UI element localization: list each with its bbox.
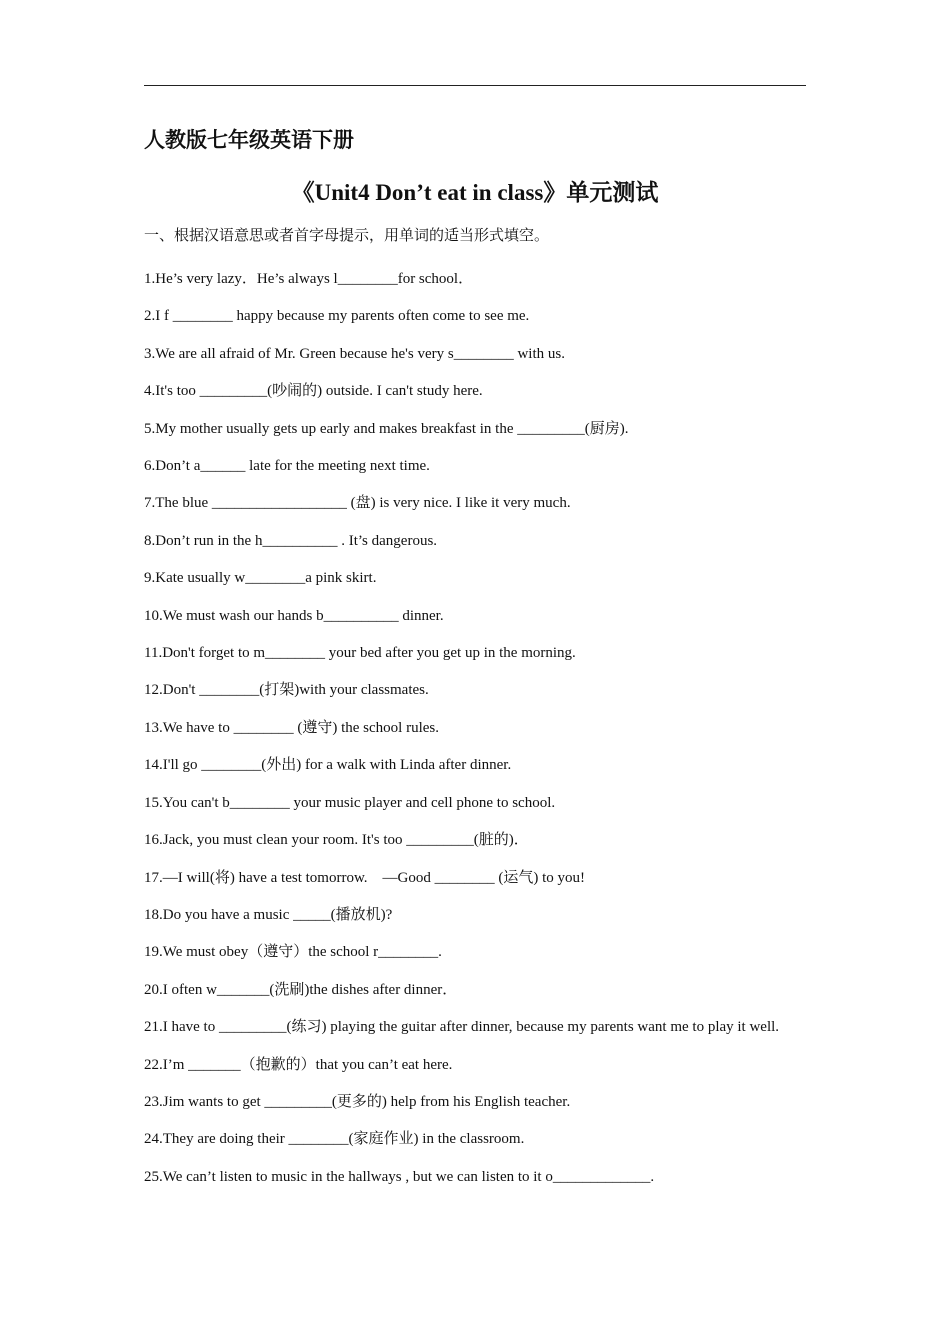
question-item: 4.It's too _________(吵闹的) outside. I can't study here. [144, 383, 483, 400]
question-item: 15.You can't b________ your music player and cell phone to school. [144, 794, 556, 811]
question-item: 22.I’m _______（抱歉的）that you can’t eat here. [144, 1056, 453, 1073]
question-item: 7.The blue __________________ (盘) is very nice. I like it very much. [144, 495, 571, 512]
section-heading: 一、根据汉语意思或者首字母提示，用单词的适当形式填空。 [144, 228, 550, 244]
question-item: 11.Don't forget to m________ your bed after you get up in the morning. [144, 645, 576, 662]
question-item: 2.I f ________ happy because my parents often come to see me. [144, 308, 530, 325]
question-item: 10.We must wash our hands b__________ dinner. [144, 607, 444, 624]
header-rule [144, 85, 806, 86]
document-subtitle: 《Unit4 Don’t eat in class》单元测试 [291, 180, 659, 205]
question-item: 9.Kate usually w________a pink skirt. [144, 570, 377, 587]
question-item: 6.Don’t a______ late for the meeting next time. [144, 458, 430, 475]
question-item: 18.Do you have a music _____(播放机)? [144, 906, 393, 923]
question-item: 17.—I will(将) have a test tomorrow. —Good ________ (运气) to you! [144, 869, 586, 886]
question-item: 12.Don't ________(打架)with your classmates. [144, 682, 429, 699]
question-item: 20.I often w_______(洗刷)the dishes after dinner． [144, 981, 458, 998]
question-item: 8.Don’t run in the h__________ . It’s dangerous. [144, 532, 438, 549]
question-item: 16.Jack, you must clean your room. It's too _________(脏的)． [144, 832, 529, 849]
question-item: 19.We must obey（遵守）the school r________. [144, 944, 442, 961]
question-item: 5.My mother usually gets up early and makes breakfast in the _________(厨房). [144, 420, 629, 437]
question-item: 21.I have to _________(练习) playing the guitar after dinner, because my parents want me to play it well. [144, 1019, 780, 1036]
question-item: 14.I'll go ________(外出) for a walk with Linda after dinner. [144, 757, 512, 774]
document-title: 人教版七年级英语下册 [144, 128, 354, 152]
question-list [144, 261, 808, 1196]
question-item: 13.We have to ________ (遵守) the school rules. [144, 719, 439, 736]
question-item: 24.They are doing their ________(家庭作业) in the classroom. [144, 1131, 525, 1148]
question-item: 3.We are all afraid of Mr. Green because he's very s________ with us. [144, 345, 565, 362]
question-item: 25.We can’t listen to music in the hallways , but we can listen to it o_____________. [144, 1168, 655, 1185]
question-item: 23.Jim wants to get _________(更多的) help from his English teacher. [144, 1093, 571, 1110]
question-item: 1.He’s very lazy．He’s always l________for school． [144, 271, 474, 287]
